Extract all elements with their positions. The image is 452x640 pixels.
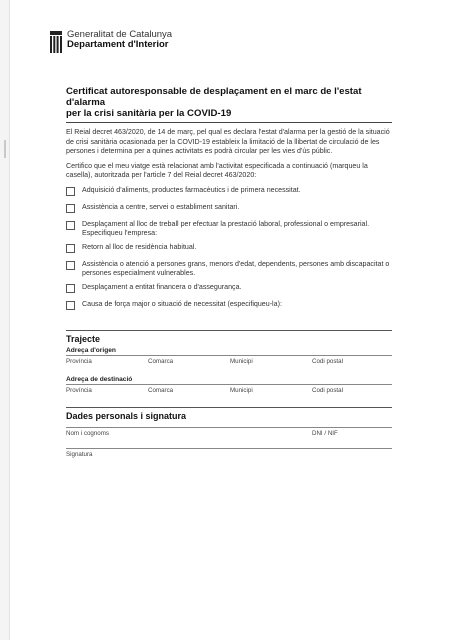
activity-options [66, 186, 392, 312]
intro-paragraph: El Reial decret 463/2020, de 14 de març, pel qual es declara l'estat d'alarma per la gestió de la situació de crisi sanitària ocasionada per la COVID-19 estableix la limitació de la llibertat de circulació de les persones i determina per a quines activitats es podrà circular per les vies d'ús públic. [66, 128, 390, 156]
option-label: Retorn al lloc de residència habitual. [82, 242, 197, 251]
origin-provincia-field[interactable]: Província [66, 357, 92, 365]
origin-address-fields [66, 355, 392, 370]
checkbox[interactable] [66, 204, 75, 213]
destination-provincia-field[interactable]: Província [66, 386, 92, 394]
destination-comarca-field[interactable]: Comarca [148, 386, 174, 394]
option-health-centre [66, 203, 392, 215]
document-title [66, 86, 392, 123]
origin-postal-code-field[interactable]: Codi postal [312, 357, 343, 365]
personal-section-title: Dades personals i signatura [66, 407, 392, 421]
title-line-1: Certificat autoresponsable de desplaçament en el marc de l'estat d'alarma [66, 86, 362, 108]
checkbox[interactable] [66, 244, 75, 253]
personal-data-row [66, 427, 392, 444]
origin-comarca-field[interactable]: Comarca [148, 357, 174, 365]
destination-address-fields [66, 384, 392, 399]
checkbox[interactable] [66, 284, 75, 293]
option-care-assistance [66, 260, 392, 278]
dni-field[interactable]: DNI / NIF [312, 429, 338, 437]
page-left-edge [0, 0, 10, 640]
document-header [50, 30, 172, 54]
signature-field[interactable]: Signatura [66, 448, 392, 458]
certification-paragraph: Certifico que el meu viatge està relacionat amb l'activitat especificada a continuació (marqueu la casella), autoritzada per l'article 7 del Reial decret 463/2020: [66, 161, 368, 180]
option-force-majeure [66, 300, 392, 312]
generalitat-logo-icon [50, 31, 62, 53]
organization-name: Generalitat de Catalunya [67, 29, 173, 40]
option-financial-entity [66, 283, 392, 295]
option-label: Desplaçament a entitat financera o d'assegurança. [82, 282, 242, 291]
option-food-pharmacy [66, 186, 392, 198]
checkbox[interactable] [66, 187, 75, 196]
trajecte-section-title: Trajecte [66, 330, 392, 344]
destination-municipi-field[interactable]: Municipi [230, 386, 253, 394]
option-label: Assistència o atenció a persones grans, menors d'edat, dependents, persones amb discapacitat o persones especialment vulnerables. [82, 259, 390, 277]
edge-mark [4, 140, 6, 158]
option-label: Causa de força major o situació de necessitat (especifiqueu-la): [82, 299, 282, 308]
department-name: Departament d'Interior [67, 39, 169, 50]
checkbox[interactable] [66, 221, 75, 230]
document-body [66, 86, 392, 458]
destination-address-label: Adreça de destinació [66, 375, 133, 383]
option-label: Desplaçament al lloc de treball per efectuar la prestació laboral, professional o empresarial. Especifiqueu l'empresa: [82, 219, 370, 237]
full-name-field[interactable]: Nom i cognoms [66, 429, 109, 437]
checkbox[interactable] [66, 301, 75, 310]
title-line-2: per la crisi sanitària per la COVID-19 [66, 108, 232, 119]
checkbox[interactable] [66, 261, 75, 270]
origin-municipi-field[interactable]: Municipi [230, 357, 253, 365]
option-workplace [66, 220, 392, 238]
option-return-home [66, 243, 392, 255]
option-label: Assistència a centre, servei o establiment sanitari. [82, 202, 240, 211]
option-label: Adquisició d'aliments, productes farmacèutics i de primera necessitat. [82, 185, 301, 194]
origin-address-label: Adreça d'origen [66, 346, 116, 354]
destination-postal-code-field[interactable]: Codi postal [312, 386, 343, 394]
